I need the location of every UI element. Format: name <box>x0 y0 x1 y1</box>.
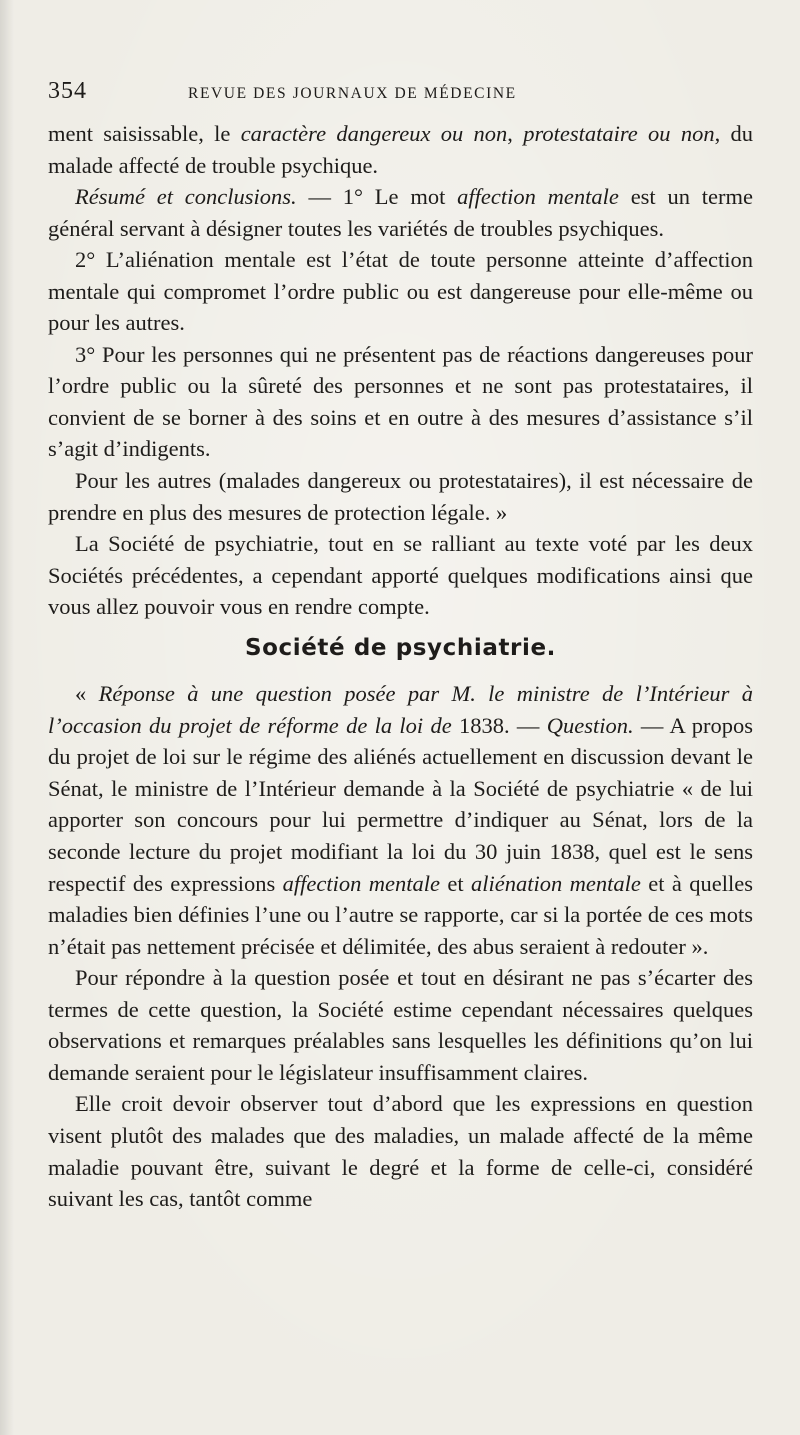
paragraph-others: Pour les autres (malades dangereux ou protestataires), il est nécessaire de prendre en plus des mesures de protection légale. » <box>48 468 753 525</box>
paragraph-societe: La Société de psychiatrie, tout en se ralliant au texte voté par les deux Sociétés précédentes, a cependant apporté quelques modifications ainsi que vous allez pouvoir vous en rendre compte. <box>48 531 753 620</box>
page-header <box>48 78 753 108</box>
paragraph-reponse: Pour répondre à la question posée et tout en désirant ne pas s’écarter des termes de cette question, la Société estime cependant nécessaires quelques observations et remarques préalables sans lesquelles les définitions qu’on lui demande seraient pour le législateur insuffisamment claires. <box>48 965 753 1085</box>
paragraph-conclusion-3: 3° Pour les personnes qui ne présentent pas de réactions dangereuses pour l’ordre public ou la sûreté des personnes et ne sont pas protestataires, il convient de se borner à des soins et en outre à des mesures d’assistance s’il s’agit d’indigents. <box>48 341 753 462</box>
paragraph-continuation: ment saisissable, le caractère dangereux ou non, protestataire ou non, du malade affecté de trouble psychique. <box>48 121 753 178</box>
paragraph-conclusion-2: 2° L’aliénation mentale est l’état de toute personne atteinte d’affection mentale qui compromet l’ordre public ou est dangereuse pour elle-même ou pour les autres. <box>48 247 753 336</box>
page-number: 354 <box>48 78 87 104</box>
body-text <box>48 118 753 1215</box>
paragraph-question: « Réponse à une question posée par M. le ministre de l’Intérieur à l’occasion du projet de réforme de la loi de 1838. — Question. — A propos du projet de loi sur le régime des aliénés actuellement en discussion devant le Sénat, le ministre de l’Intérieur demande à la Société de psychiatrie « de lui apporter son concours pour lui permettre d’indiquer au Sénat, lors de la seconde lecture du projet modifiant la loi du 30 juin 1838, quel est le sens respectif des expressions affection mentale et aliénation mentale et à quelles maladies bien définies l’une ou l’autre se rapporte, car si la portée de ces mots n’était pas nettement précisée et délimitée, des abus seraient à redouter ». <box>48 681 753 959</box>
section-heading: Société de psychiatrie. <box>244 634 557 661</box>
paragraph-resume: Résumé et conclusions. — 1° Le mot affection mentale est un terme général servant à désigner toutes les variétés de troubles psychiques. <box>48 184 753 241</box>
paragraph-observation: Elle croit devoir observer tout d’abord que les expressions en question visent plutôt des malades que des maladies, un malade affecté de la même maladie pouvant être, suivant le degré et la forme de celle-ci, considéré suivant les cas, tantôt comme <box>48 1091 753 1212</box>
running-head: REVUE DES JOURNAUX DE MÉDECINE <box>188 85 517 102</box>
